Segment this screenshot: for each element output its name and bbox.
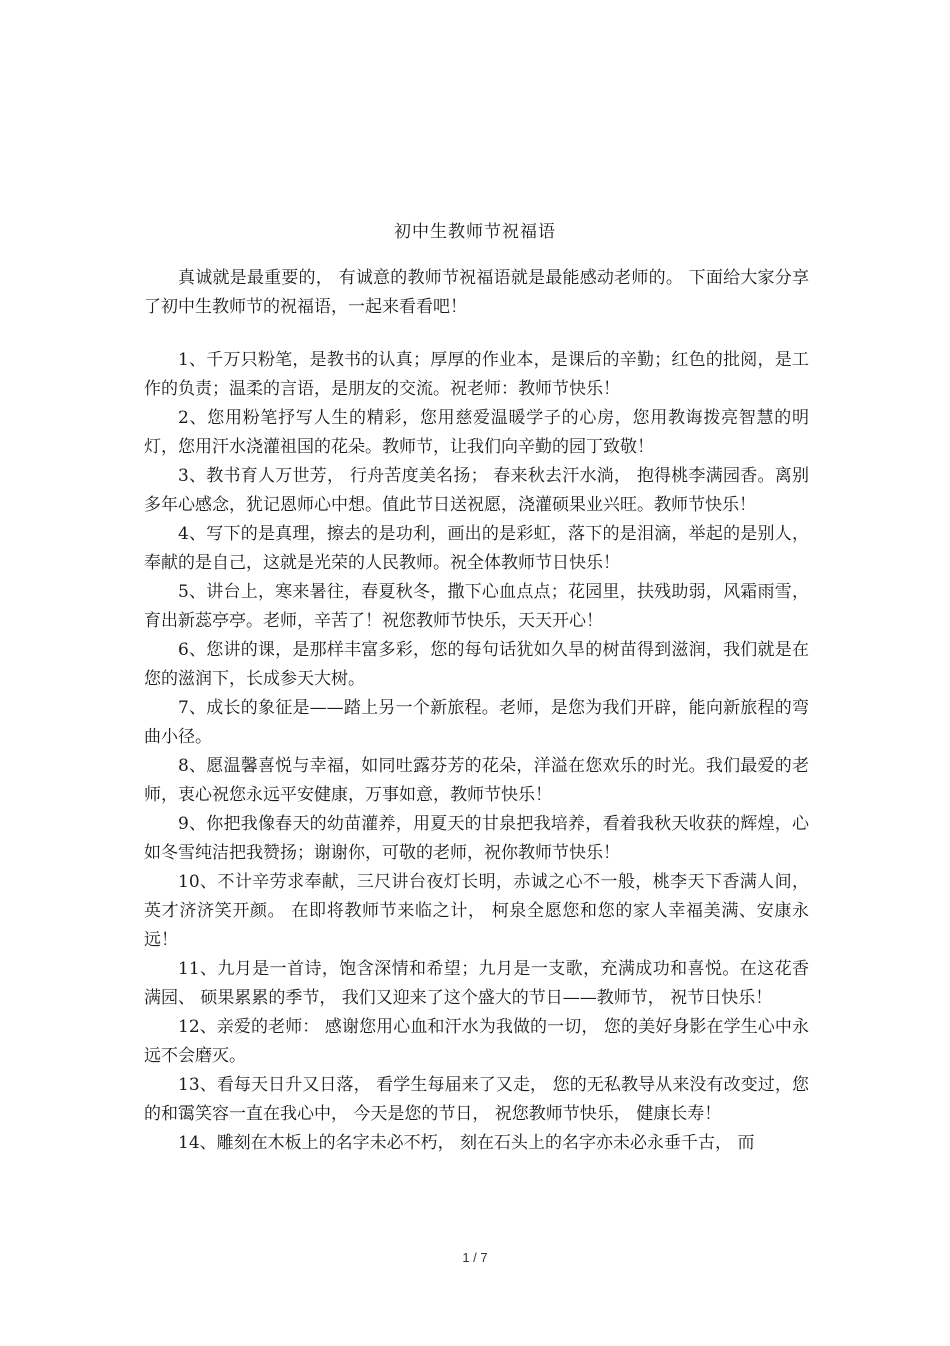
list-item: 14、雕刻在木板上的名字未必不朽， 刻在石头上的名字亦未必永垂千古， 而 bbox=[178, 1133, 755, 1153]
blessing-list bbox=[144, 346, 809, 1158]
list-item: 10、不计辛劳求奉献，三尺讲台夜灯长明，赤诚之心不一般，桃李天下香满人间，英才济济笑开颜。 在即将教师节来临之计， 柯泉全愿您和您的家人幸福美满、安康永远！ bbox=[144, 872, 809, 950]
page-number: 1 / 7 bbox=[462, 1250, 488, 1265]
intro-paragraph: 真诚就是最重要的， 有诚意的教师节祝福语就是最能感动老师的。 下面给大家分享了初中生教师节的祝福语，一起来看看吧！ bbox=[144, 268, 809, 317]
list-item: 11、九月是一首诗，饱含深情和希望；九月是一支歌，充满成功和喜悦。在这花香满园、 硕果累累的季节， 我们又迎来了这个盛大的节日——教师节， 祝节日快乐！ bbox=[144, 959, 809, 1008]
list-item: 8、愿温馨喜悦与幸福，如同吐露芬芳的花朵，洋溢在您欢乐的时光。我们最爱的老师，衷心祝您永远平安健康，万事如意，教师节快乐！ bbox=[144, 756, 809, 805]
list-item: 4、写下的是真理，擦去的是功利，画出的是彩虹，落下的是泪滴，举起的是别人，奉献的是自己，这就是光荣的人民教师。祝全体教师节日快乐！ bbox=[144, 524, 809, 573]
list-item: 1、千万只粉笔，是教书的认真；厚厚的作业本，是课后的辛勤；红色的批阅，是工作的负责；温柔的言语，是朋友的交流。祝老师：教师节快乐！ bbox=[144, 350, 809, 399]
list-item: 12、亲爱的老师： 感谢您用心血和汗水为我做的一切， 您的美好身影在学生心中永远不会磨灭。 bbox=[144, 1017, 809, 1066]
list-item: 9、你把我像春天的幼苗灌养，用夏天的甘泉把我培养，看着我秋天收获的辉煌，心如冬雪纯洁把我赞扬；谢谢你，可敬的老师，祝你教师节快乐！ bbox=[144, 814, 809, 863]
list-item: 13、看每天日升又日落， 看学生每届来了又走， 您的无私教导从来没有改变过，您的和霭笑容一直在我心中， 今天是您的节日， 祝您教师节快乐， 健康长寿！ bbox=[144, 1075, 809, 1124]
list-item: 7、成长的象征是——踏上另一个新旅程。老师，是您为我们开辟，能向新旅程的弯曲小径。 bbox=[144, 698, 809, 747]
intro-section bbox=[144, 264, 809, 322]
document-title: 初中生教师节祝福语 bbox=[394, 222, 556, 242]
list-item: 5、讲台上，寒来暑往，春夏秋冬，撒下心血点点；花园里，扶残助弱，风霜雨雪，育出新蕊亭亭。老师，辛苦了！祝您教师节快乐，天天开心！ bbox=[144, 582, 809, 631]
list-item: 3、教书育人万世芳， 行舟苦度美名扬； 春来秋去汗水淌， 抱得桃李满园香。离别多年心感念，犹记恩师心中想。值此节日送祝愿，浇灌硕果业兴旺。教师节快乐！ bbox=[144, 466, 809, 515]
list-item: 6、您讲的课，是那样丰富多彩，您的每句话犹如久旱的树苗得到滋润，我们就是在您的滋润下，长成参天大树。 bbox=[144, 640, 809, 689]
list-item: 2、您用粉笔抒写人生的精彩，您用慈爱温暖学子的心房，您用教诲拨亮智慧的明灯，您用汗水浇灌祖国的花朵。教师节，让我们向辛勤的园丁致敬！ bbox=[144, 408, 809, 457]
